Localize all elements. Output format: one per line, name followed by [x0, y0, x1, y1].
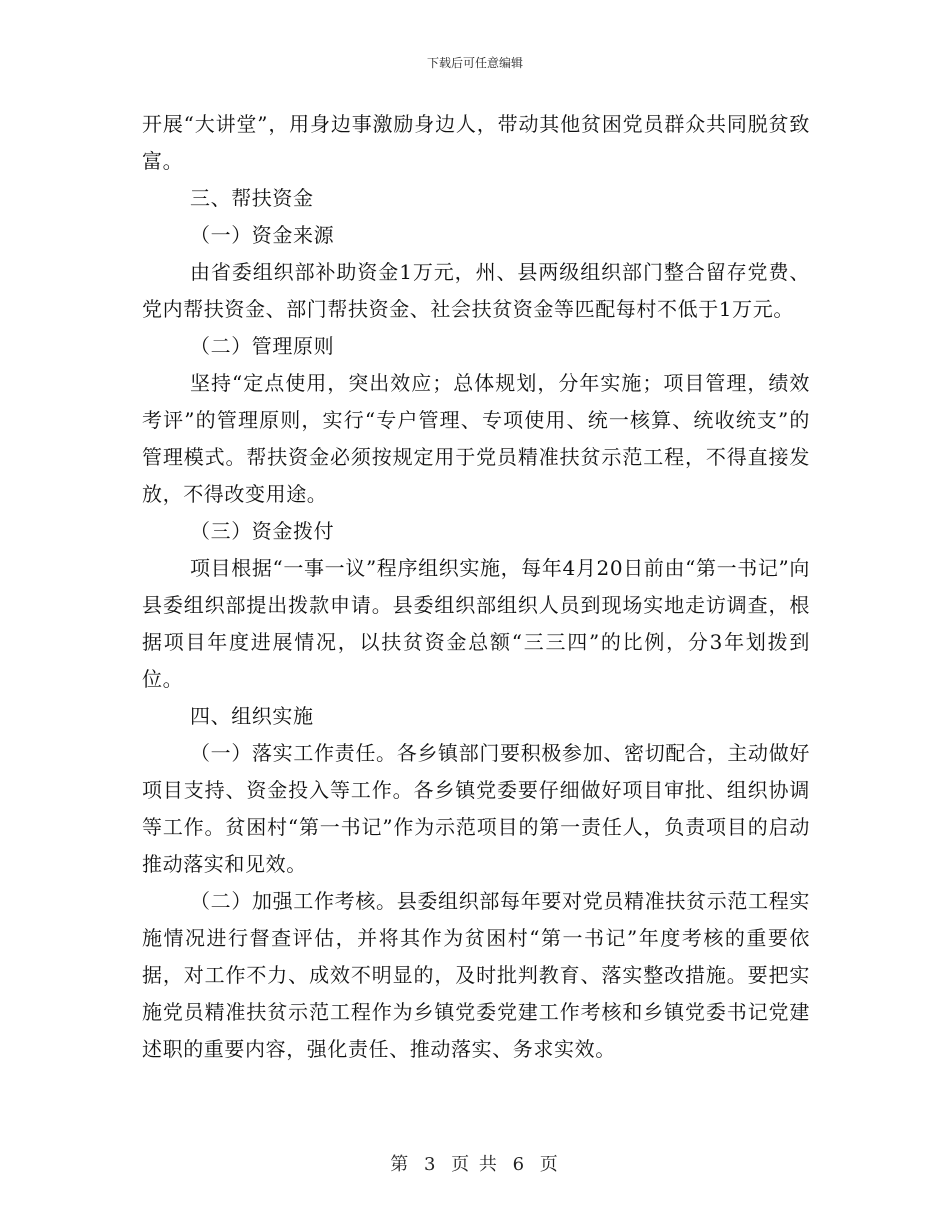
subsection-heading: （三）资金拨付	[190, 519, 335, 543]
section-heading: 四、组织实施	[190, 704, 314, 728]
paragraph: （一）落实工作责任。各乡镇部门要积极参加、密切配合，主动做好项目支持、资金投入等工作。各乡镇党委要仔细做好项目审批、组织协调等工作。贫困村“第一书记”作为示范项目的第一责任人，负责项目的启动推动落实和见效。	[142, 741, 810, 876]
footer-middle: 页 共	[451, 1154, 499, 1175]
paragraph: 开展“大讲堂”，用身边事激励身边人，带动其他贫困党员群众共同脱贫致富。	[142, 112, 810, 173]
paragraph: 坚持“定点使用，突出效应；总体规划，分年实施；项目管理，绩效考评”的管理原则，实行“专户管理、专项使用、统一核算、统收统支”的管理模式。帮扶资金必须按规定用于党员精准扶贫示范工程，不得直接发放，不得改变用途。	[142, 371, 810, 506]
page-footer	[0, 1150, 950, 1176]
footer-suffix: 页	[539, 1154, 560, 1175]
paragraph: （二）加强工作考核。县委组织部每年要对党员精准扶贫示范工程实施情况进行督查评估，并将其作为贫困村“第一书记”年度考核的重要依据，对工作不力、成效不明显的，及时批判教育、落实整改措施。要把实施党员精准扶贫示范工程作为乡镇党委党建工作考核和乡镇党委书记党建述职的重要内容，强化责任、推动落实、务求实效。	[142, 889, 810, 1061]
page-header-note: 下载后可任意编辑	[426, 56, 523, 70]
total-page-number: 6	[512, 1154, 527, 1175]
paragraph: 由省委组织部补助资金1万元，州、县两级组织部门整合留存党费、党内帮扶资金、部门帮扶资金、社会扶贫资金等匹配每村不低于1万元。	[142, 260, 810, 321]
footer-prefix: 第	[390, 1154, 411, 1175]
paragraph: 项目根据“一事一议”程序组织实施，每年4月20日前由“第一书记”向县委组织部提出拨款申请。县委组织部组织人员到现场实地走访调查，根据项目年度进展情况，以扶贫资金总额“三三四”的比例，分3年划拨到位。	[142, 556, 810, 691]
current-page-number: 3	[423, 1154, 438, 1175]
section-heading: 三、帮扶资金	[190, 186, 314, 210]
subsection-heading: （一）资金来源	[190, 223, 335, 247]
document-body	[142, 106, 810, 1068]
subsection-heading: （二）管理原则	[190, 334, 335, 358]
